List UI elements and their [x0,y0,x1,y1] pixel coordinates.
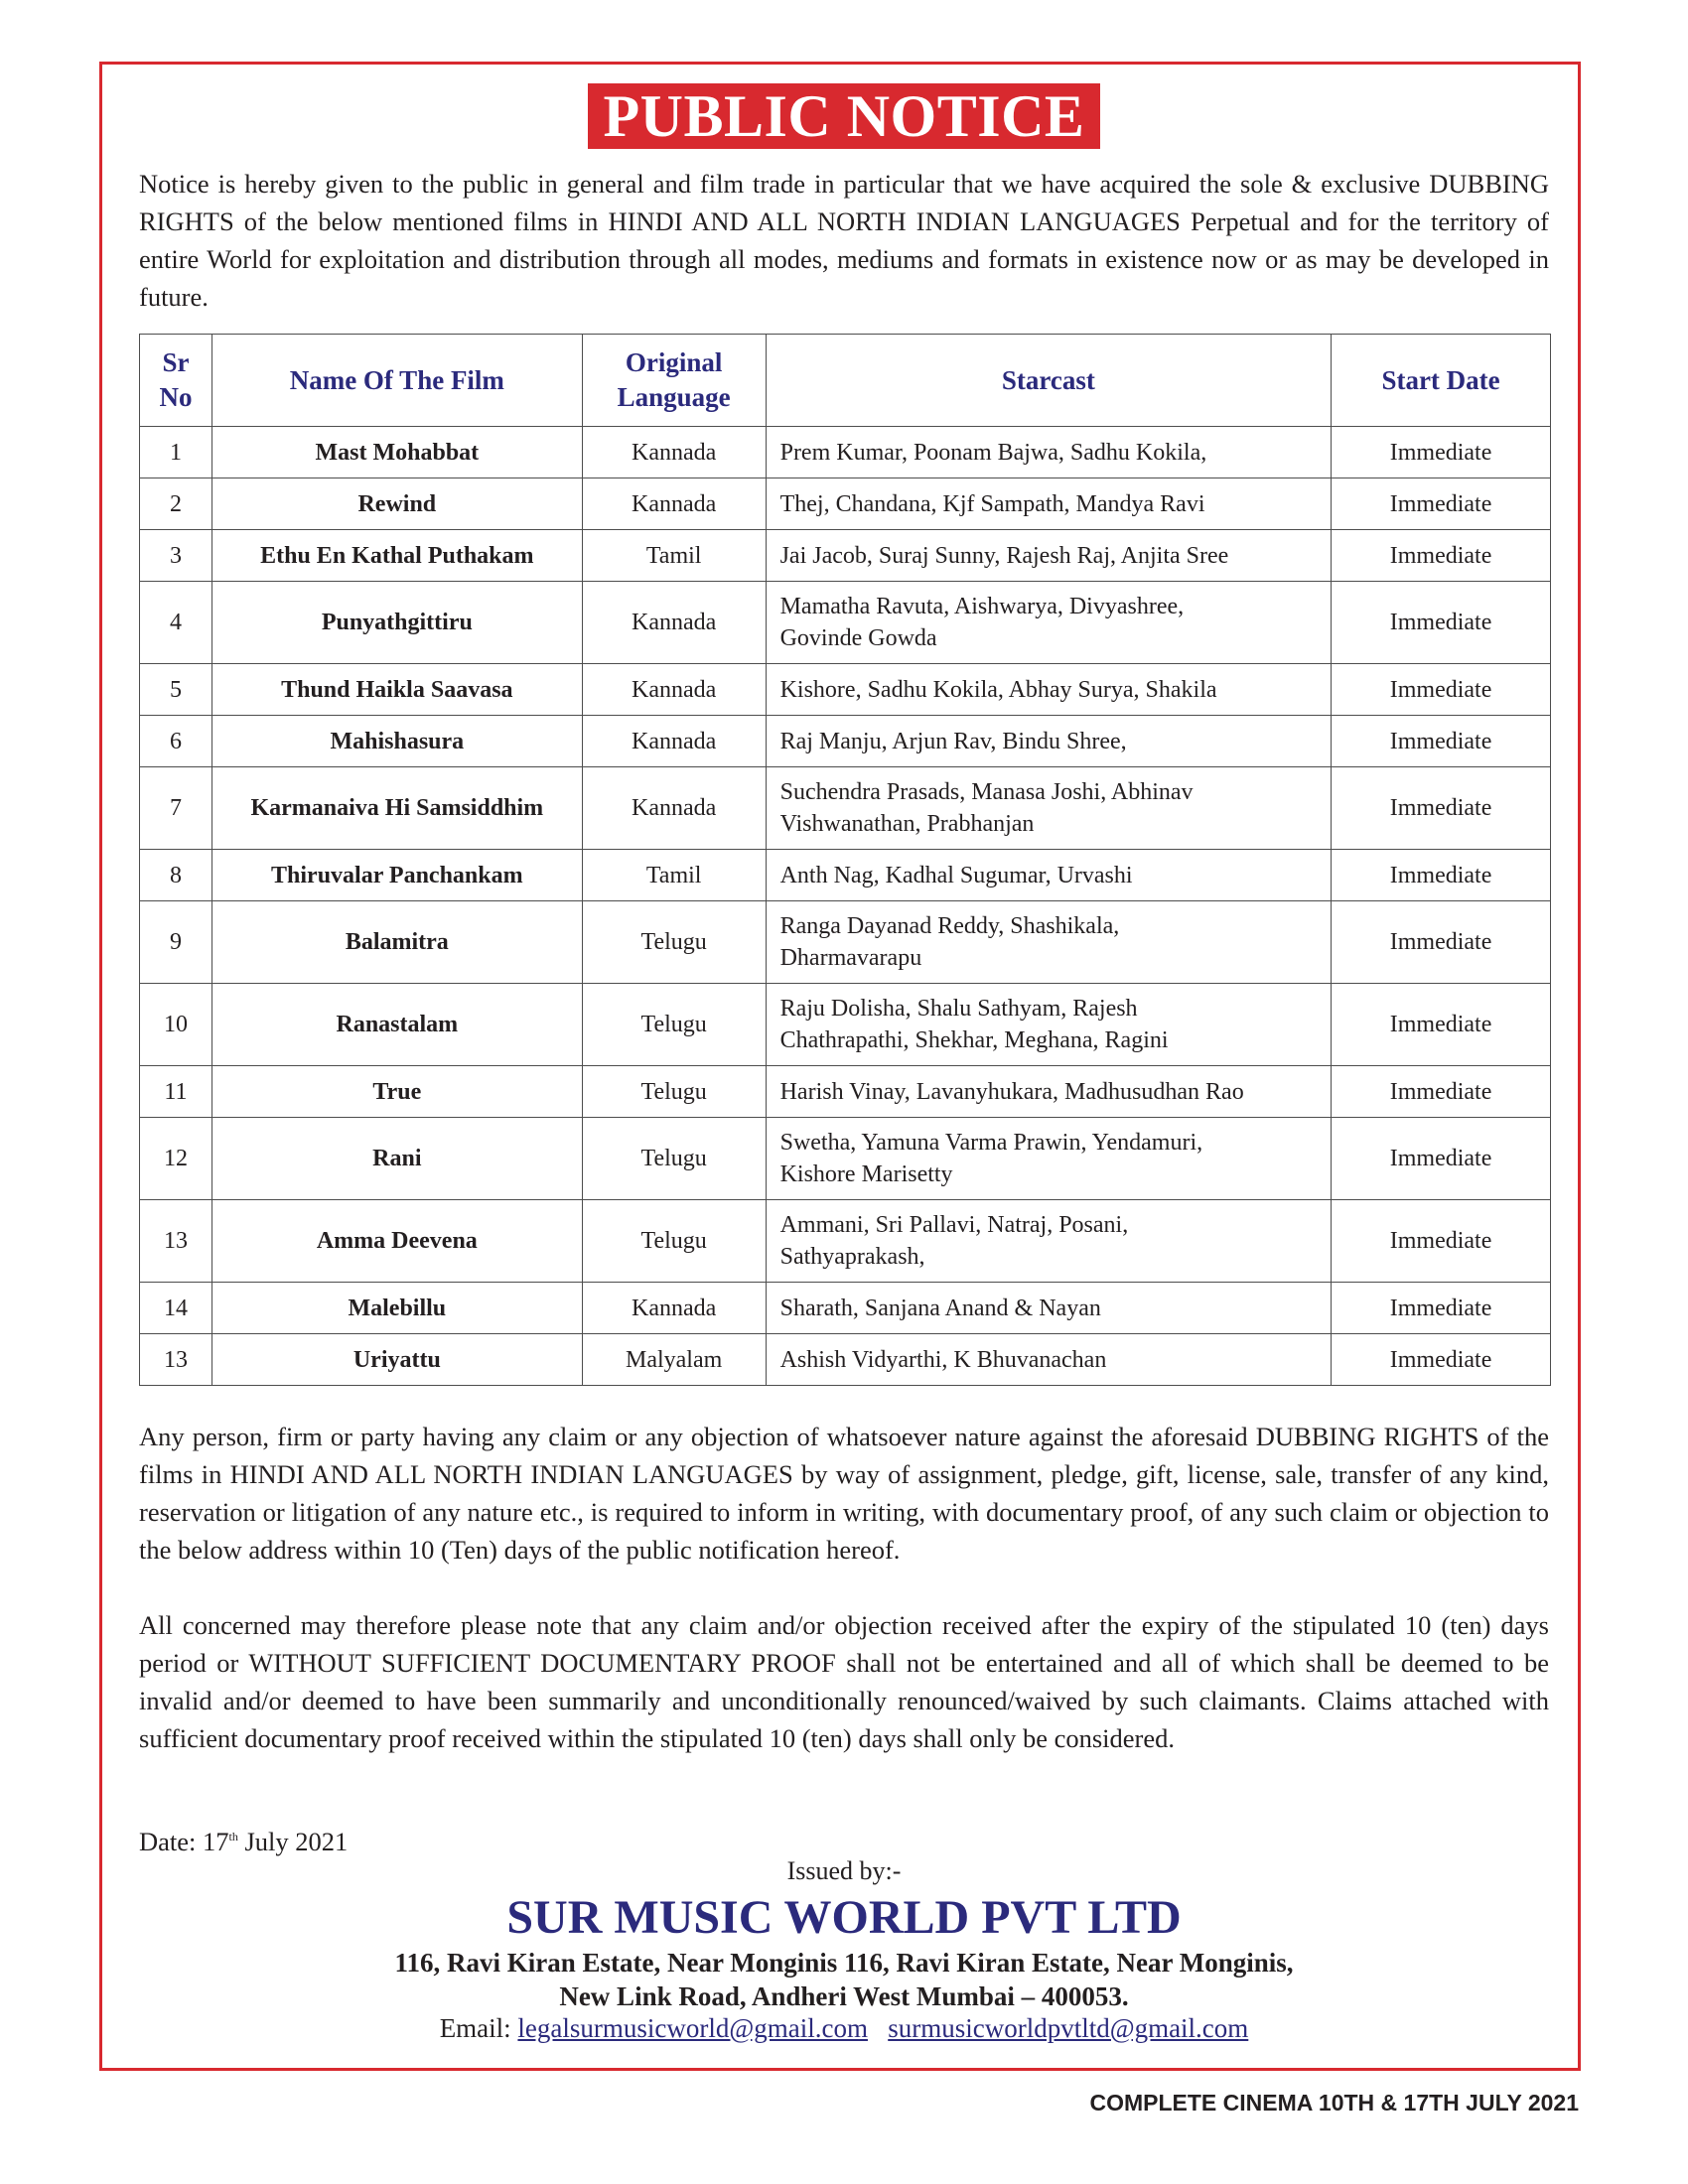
cell-language: Tamil [582,530,766,582]
cell-start-date: Immediate [1332,1200,1551,1283]
intro-paragraph: Notice is hereby given to the public in general and film trade in particular that we have acquired the sole & exclusive DUBBING RIGHTS of the below mentioned films in HINDI AND ALL NORTH INDIAN LANGUAGES Perpetual and for the territory of entire World for exploitation and distribution through all modes, mediums and formats in existence now or as may be developed in future. [139,169,1549,312]
table-row [140,901,1551,984]
cell-film-name: Mast Mohabbat [211,427,582,478]
table-row [140,1066,1551,1118]
cell-language: Kannada [582,427,766,478]
cell-film-name: Ranastalam [211,984,582,1066]
email-line [0,2013,1688,2044]
table-row [140,582,1551,664]
cell-sr: 5 [140,664,212,716]
email-link-legal[interactable]: legalsurmusicworld@gmail.com [517,2013,868,2043]
table-row [140,1283,1551,1334]
cell-start-date: Immediate [1332,716,1551,767]
notice-date: Date: 17th July 2021 [139,1827,349,1856]
cell-film-name: Mahishasura [211,716,582,767]
cell-film-name: True [211,1066,582,1118]
table-row [140,850,1551,901]
cell-language: Telugu [582,1066,766,1118]
cell-sr: 11 [140,1066,212,1118]
table-row [140,1118,1551,1200]
cell-starcast: Prem Kumar, Poonam Bajwa, Sadhu Kokila, [766,427,1332,478]
cell-starcast: Raj Manju, Arjun Rav, Bindu Shree, [766,716,1332,767]
header-original-language: Original Language [582,335,766,427]
cell-language: Kannada [582,582,766,664]
cell-language: Malyalam [582,1334,766,1386]
table-row [140,1200,1551,1283]
cell-sr: 6 [140,716,212,767]
cell-starcast: Mamatha Ravuta, Aishwarya, Divyashree, Govinde Gowda [766,582,1332,664]
cell-starcast: Sharath, Sanjana Anand & Nayan [766,1283,1332,1334]
table-row [140,530,1551,582]
cell-sr: 4 [140,582,212,664]
email-label: Email: [439,2013,511,2043]
cell-starcast: Harish Vinay, Lavanyhukara, Madhusudhan Rao [766,1066,1332,1118]
cell-start-date: Immediate [1332,582,1551,664]
cell-sr: 13 [140,1200,212,1283]
cell-sr: 10 [140,984,212,1066]
cell-starcast: Anth Nag, Kadhal Sugumar, Urvashi [766,850,1332,901]
cell-language: Kannada [582,1283,766,1334]
cell-film-name: Uriyattu [211,1334,582,1386]
cell-sr: 1 [140,427,212,478]
cell-language: Telugu [582,1200,766,1283]
cell-language: Tamil [582,850,766,901]
cell-film-name: Karmanaiva Hi Samsiddhim [211,767,582,850]
cell-film-name: Rewind [211,478,582,530]
address-line-2: New Link Road, Andheri West Mumbai – 400053. [559,1981,1129,2011]
cell-start-date: Immediate [1332,1283,1551,1334]
cell-starcast: Swetha, Yamuna Varma Prawin, Yendamuri, Kishore Marisetty [766,1118,1332,1200]
cell-starcast: Suchendra Prasads, Manasa Joshi, Abhinav Vishwanathan, Prabhanjan [766,767,1332,850]
cell-language: Kannada [582,716,766,767]
cell-language: Kannada [582,664,766,716]
films-table [139,334,1551,1386]
table-row [140,664,1551,716]
email-link-company[interactable]: surmusicworldpvtltd@gmail.com [888,2013,1249,2043]
table-row [140,767,1551,850]
cell-language: Kannada [582,767,766,850]
issued-by-label: Issued by:- [786,1856,902,1885]
cell-language: Telugu [582,984,766,1066]
title-banner [0,83,1688,149]
header-sr-no: Sr No [140,335,212,427]
table-row [140,716,1551,767]
cell-sr: 3 [140,530,212,582]
cell-film-name: Thiruvalar Panchankam [211,850,582,901]
cell-starcast: Ashish Vidyarthi, K Bhuvanachan [766,1334,1332,1386]
cell-sr: 13 [140,1334,212,1386]
cell-film-name: Thund Haikla Saavasa [211,664,582,716]
concerned-paragraph: All concerned may therefore please note that any claim and/or objection received after the expiry of the stipulated 10 (ten) days period or WITHOUT SUFFICIENT DOCUMENTARY PROOF shall not be entertained and all of which shall be deemed to be invalid and/or deemed to have been summarily and unconditionally renounced/waived by such claimants. Claims attached with sufficient documentary proof received within the stipulated 10 (ten) days shall only be considered. [139,1610,1549,1753]
cell-starcast: Ammani, Sri Pallavi, Natraj, Posani, Sathyaprakash, [766,1200,1332,1283]
cell-starcast: Thej, Chandana, Kjf Sampath, Mandya Ravi [766,478,1332,530]
cell-film-name: Ethu En Kathal Puthakam [211,530,582,582]
cell-film-name: Punyathgittiru [211,582,582,664]
cell-start-date: Immediate [1332,1066,1551,1118]
cell-start-date: Immediate [1332,427,1551,478]
table-row [140,984,1551,1066]
address-line-1: 116, Ravi Kiran Estate, Near Monginis 116, Ravi Kiran Estate, Near Monginis, [394,1948,1294,1978]
cell-start-date: Immediate [1332,664,1551,716]
cell-sr: 12 [140,1118,212,1200]
claim-paragraph: Any person, firm or party having any claim or any objection of whatsoever nature against the aforesaid DUBBING RIGHTS of the films in HINDI AND ALL NORTH INDIAN LANGUAGES by way of assignment, pledge, gift, license, sale, transfer of any kind, reservation or litigation of any nature etc., is required to inform in writing, with documentary proof, of any such claim or objection to the below address within 10 (Ten) days of the public notification hereof. [139,1422,1549,1565]
cell-start-date: Immediate [1332,1118,1551,1200]
cell-language: Telugu [582,901,766,984]
cell-film-name: Rani [211,1118,582,1200]
cell-sr: 2 [140,478,212,530]
publication-footer: COMPLETE CINEMA 10TH & 17TH JULY 2021 [1089,2090,1579,2116]
cell-starcast: Jai Jacob, Suraj Sunny, Rajesh Raj, Anjita Sree [766,530,1332,582]
cell-starcast: Raju Dolisha, Shalu Sathyam, Rajesh Chathrapathi, Shekhar, Meghana, Ragini [766,984,1332,1066]
cell-start-date: Immediate [1332,1334,1551,1386]
table-row [140,478,1551,530]
cell-film-name: Amma Deevena [211,1200,582,1283]
cell-starcast: Ranga Dayanad Reddy, Shashikala, Dharmavarapu [766,901,1332,984]
cell-start-date: Immediate [1332,767,1551,850]
cell-start-date: Immediate [1332,901,1551,984]
header-starcast: Starcast [766,335,1332,427]
cell-sr: 14 [140,1283,212,1334]
cell-start-date: Immediate [1332,850,1551,901]
cell-sr: 9 [140,901,212,984]
cell-start-date: Immediate [1332,478,1551,530]
table-header-row [140,335,1551,427]
table-row [140,427,1551,478]
cell-language: Kannada [582,478,766,530]
cell-film-name: Malebillu [211,1283,582,1334]
header-film-name: Name Of The Film [211,335,582,427]
cell-sr: 8 [140,850,212,901]
cell-sr: 7 [140,767,212,850]
cell-starcast: Kishore, Sadhu Kokila, Abhay Surya, Shakila [766,664,1332,716]
cell-language: Telugu [582,1118,766,1200]
header-start-date: Start Date [1332,335,1551,427]
cell-start-date: Immediate [1332,984,1551,1066]
cell-film-name: Balamitra [211,901,582,984]
table-row [140,1334,1551,1386]
page-title: PUBLIC NOTICE [588,83,1101,149]
company-name: SUR MUSIC WORLD PVT LTD [506,1891,1182,1944]
cell-start-date: Immediate [1332,530,1551,582]
